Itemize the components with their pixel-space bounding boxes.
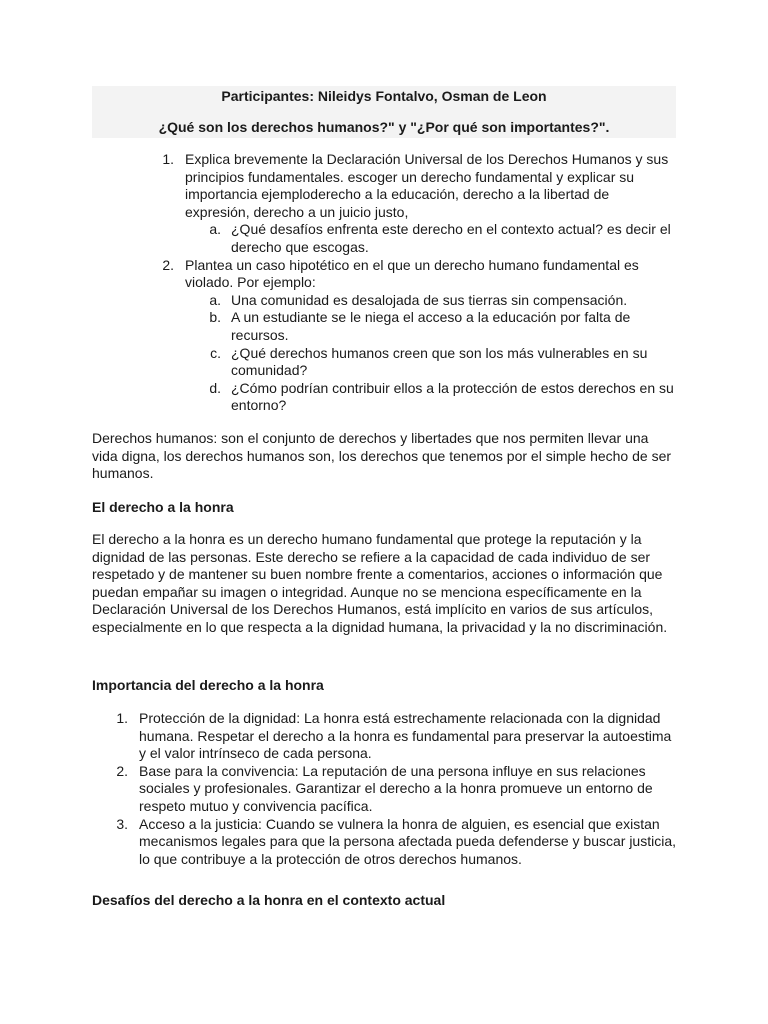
list-item-text: Acceso a la justicia: Cuando se vulnera la honra de alguien, es esencial que existan mecanismos legales para que la persona afectada pueda defenderse y buscar justicia, lo que contribuye a la protección de otros derechos humanos. [139, 815, 676, 867]
list-item [0, 710, 676, 763]
sub-list-marker: a. [209, 221, 221, 238]
importance-list [0, 710, 768, 868]
sub-list [185, 292, 675, 415]
sub-list-item [210, 344, 677, 380]
task-list [0, 151, 768, 415]
list-item [0, 816, 676, 869]
sub-list-marker: b. [209, 309, 221, 326]
sub-list-item-text: Una comunidad es desalojada de sus tierras sin compensación. [231, 291, 628, 308]
list-marker: 1. [162, 151, 174, 167]
list-item [0, 151, 675, 257]
sub-list [185, 221, 675, 256]
list-item [0, 257, 675, 415]
sub-list-marker: d. [209, 379, 221, 396]
sub-list-item [209, 309, 677, 344]
sub-list-item-text: ¿Qué derechos humanos creen que son los más vulnerables en su comunidad? [231, 344, 648, 379]
sub-list-item-text: A un estudiante se le niega el acceso a la educación por falta de recursos. [231, 309, 631, 343]
section-heading-honor: El derecho a la honra [92, 499, 234, 515]
list-marker: 1. [116, 710, 128, 726]
sub-list-item-text: ¿Cómo podrían contribuir ellos a la protección de estos derechos en su entorno? [231, 379, 674, 414]
list-marker: 2. [162, 256, 174, 273]
list-item [0, 763, 676, 816]
sub-list-item [209, 291, 677, 310]
question-line: ¿Qué son los derechos humanos?" y "¿Por qué son importantes?". [158, 119, 610, 135]
sub-list-item [209, 221, 677, 256]
section-heading-importance: Importancia del derecho a la honra [92, 677, 324, 693]
definition-paragraph: Derechos humanos: son el conjunto de derechos y libertades que nos permiten llevar una vida digna, los derechos humanos son, los derechos que tenemos por el simple hecho de ser humanos. [92, 430, 672, 482]
participants-line: Participantes: Nileidys Fontalvo, Osman de Leon [221, 88, 547, 104]
sub-list-marker: c. [210, 344, 221, 361]
header-box [92, 86, 676, 138]
list-marker: 3. [116, 815, 128, 832]
sub-list-item [209, 379, 677, 415]
section-heading-challenges: Desafíos del derecho a la honra en el contexto actual [92, 892, 446, 908]
list-item-text: Plantea un caso hipotético en el que un derecho humano fundamental es violado. Por ejemplo: [185, 256, 639, 291]
sub-list-item-text: ¿Qué desafíos enfrenta este derecho en el contexto actual? es decir el derecho que escogas. [231, 221, 671, 255]
list-item-text: Protección de la dignidad: La honra está estrechamente relacionada con la dignidad humana. Respetar el derecho a la honra es fundamental para preservar la autoestima y el valor intrínseco de cada persona. [139, 710, 672, 762]
list-marker: 2. [116, 762, 128, 779]
honor-paragraph: El derecho a la honra es un derecho humano fundamental que protege la reputación y la dignidad de las personas. Este derecho se refiere a la capacidad de cada individuo de ser respetado y de mantener su buen nombre frente a comentarios, acciones o información que puedan empañar su imagen o integridad. Aunque no se menciona específicamente en la Declaración Universal de los Derechos Humanos, está implícito en varios de sus artículos, especialmente en lo que respecta a la dignidad humana, la privacidad y la no discriminación. [92, 531, 668, 635]
sub-list-marker: a. [209, 291, 221, 308]
list-item-text: Explica brevemente la Declaración Universal de los Derechos Humanos y sus principios fundamentales. escoger un derecho fundamental y explicar su importancia ejemploderecho a la educación, derecho a la libertad de expresión, derecho a un juicio justo, [185, 151, 669, 220]
list-item-text: Base para la convivencia: La reputación de una persona influye en sus relaciones sociales y profesionales. Garantizar el derecho a la honra promueve un entorno de respeto mutuo y convivencia pacífica. [139, 762, 653, 814]
